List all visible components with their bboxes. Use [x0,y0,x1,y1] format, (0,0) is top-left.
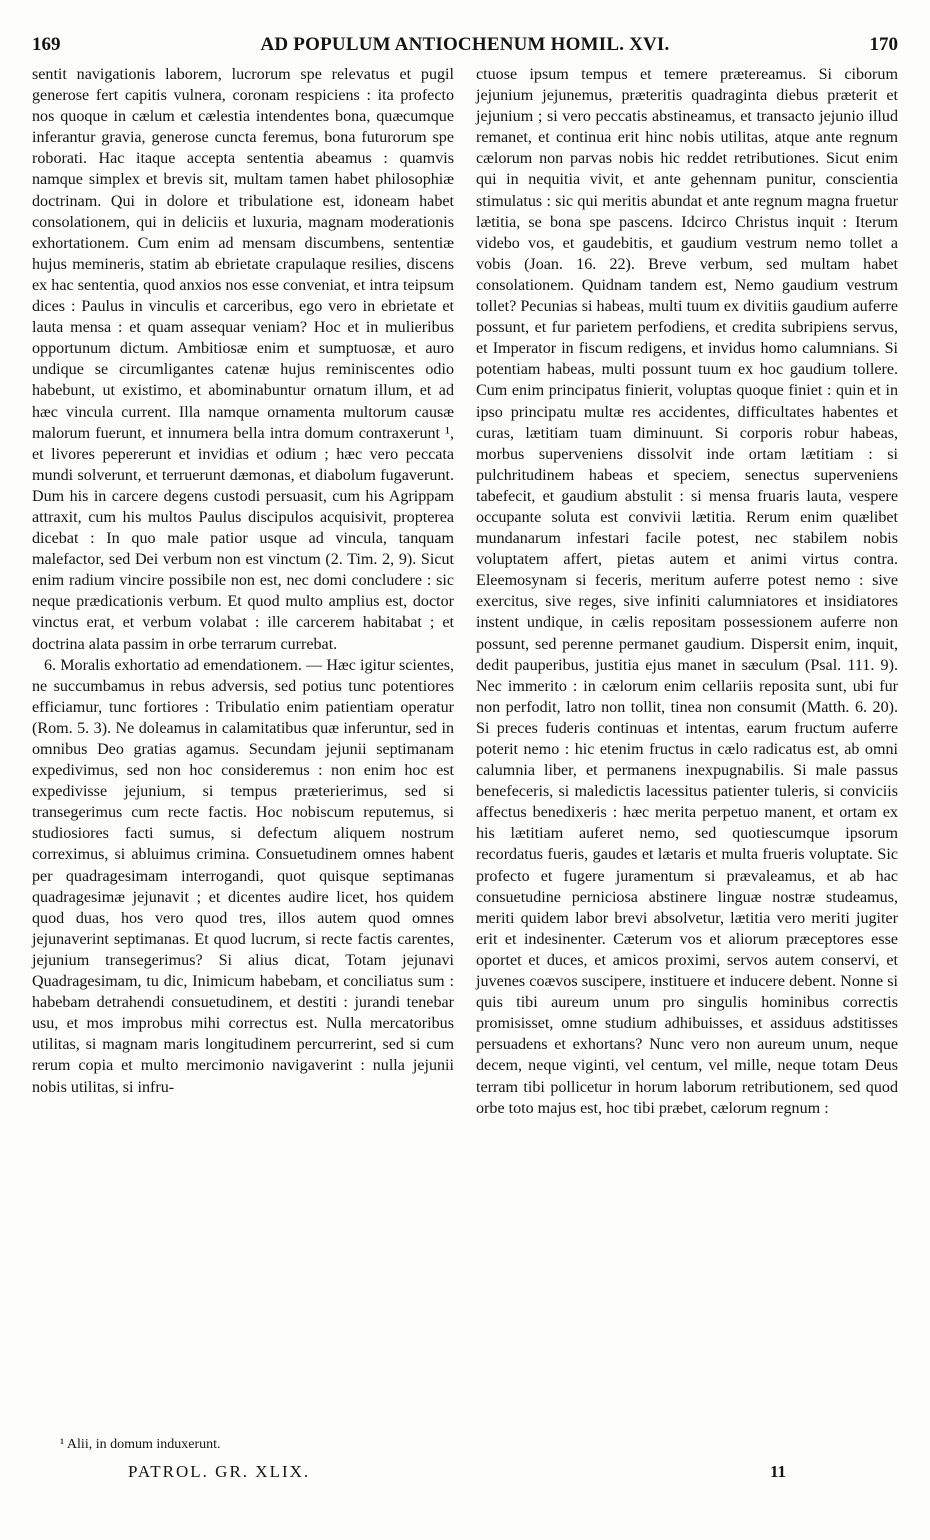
right-column [476,64,898,1119]
footer-signature: PATROL. GR. XLIX. [128,1462,311,1481]
left-column [32,64,454,1098]
left-paragraph-1: sentit navigationis laborem, lucrorum spe relevatus et pugil generose fert capitis vulnera, coronam respiciens : ita profecto nos quoque in cælum et cælestia intendentes bona, quæcumque inferantur gravia, generose cuncta feremus, bona futurorum spe roborati. Hac itaque accepta sententia abeamus : quamvis namque simplex et brevis sit, multam tamen habet philosophiæ doctrinam. Qui in dolore et tribulatione est, idoneam habet consolationem, qui in deliciis et luxuria, magnam moderationis exhortationem. Cum enim ad mensam discumbens, sententiæ hujus memineris, statim ab ebrietate crapulaque resilies, discens ex hac sententia, quod anxios nos esse conveniat, et intra teipsum dices : Paulus in vinculis et carceribus, ego vero in ebrietate et lauta mensa : et quam assequar veniam? Hoc et in mulieribus opportunum dictum. Ambitiosæ enim et sumptuosæ, et auro undique se circumligantes catenæ hujus reminiscentes odio habebunt, ut existimo, et abominabuntur ornatum illum, et ad hæc vincula current. Illa namque ornamenta multorum causæ malorum fuerunt, et innumera bella intra domum contraxerunt ¹, et livores pepererunt et invidias et odium ; hæc vero peccata mundi solverunt, et terruerunt dæmonas, et diabolum fugaverunt. Dum his in carcere degens custodi persuasit, cum his Agrippam attraxit, cum his multos Paulus discipulos acquisivit, propterea dicebat : In quo male patior usque ad vincula, tanquam malefactor, sed Dei verbum non est vinctum (2. Tim. 2, 9). Sicut enim radium vincire possibile non est, nec domi concludere : sic neque prædicationis verbum. Et quod multo amplius est, doctor vinctus erat, et verbum volabat : ille carcerem habitabat ; et doctrina alata passim in orbe terrarum currebat. [32,66,454,653]
footer-sheet-number: 11 [770,1462,787,1481]
left-paragraph-2: 6. Moralis exhortatio ad emendationem. — Hæc igitur scientes, ne succumbamus in rebus adversis, sed potius tunc potentiores efficiamur, tunc fortiores : Tribulatio enim patientiam operatur (Rom. 5. 3). Ne doleamus in calamitatibus quæ inferuntur, sed in omnibus Deo gratias agamus. Secundam jejunii septimanam expedivimus, sed non hoc consideremus : non enim hoc est expedivisse jejunium, si tempus præterierimus, sed si transegerimus cum recte factis. Hoc nobiscum reputemus, si studiosiores facti sumus, si defectum aliquem nostrum correximus, si abluimus crimina. Consuetudinem omnes habent per quadragesimam interrogandi, quot quisque septimanas quadragesimæ jejunavit ; et dicentes audire licet, hos quidem quod duas, hos vero quod tres, illos autem quod omnes jejunaverint septimanas. Et quod lucrum, si recte factis carentes, jejunium transegerimus? Si alius dicat, Totam jejunavi Quadragesimam, tu dic, Inimicum habebam, et conciliatus sum : habebam detrahendi consuetudinem, et destiti : jurandi tenebar usu, et mos improbus mihi correctus est. Nulla mercatoribus utilitas, si magnam maris longitudinem percurrerint, sed si cum rerum copia et multo mercimonio navigaverint : nulla jejunii nobis utilitas, si infru- [32,656,454,1096]
right-paragraph-1: ctuose ipsum tempus et temere prætereamus. Si ciborum jejunium jejunemus, præteritis quadraginta diebus præterit et jejunium ; si vero peccatis abstineamus, et transacto jejunio illud remanet, et continua erit hinc nobis utilitas, atque ante regnum cælorum non parvas nobis hic reddet retributiones. Sicut enim qui in nequitia vivit, et ante gehennam punitur, conscientia stimulatus : sic qui meritis abundat et ante regnum magna fruetur lætitia, se bona spe pascens. Idcirco Christus inquit : Iterum videbo vos, et gaudebitis, et gaudium vestrum nemo tollet a vobis (Joan. 16. 22). Breve verbum, sed multam habet consolationem. Quidnam tandem est, Nemo gaudium vestrum tollet? Pecunias si habeas, multi tuum ex divitiis gaudium auferre possunt, et fur parietem perfodiens, et credita subripiens servus, et Imperator in fiscum redigens, et invidus homo calumnians. Si potentiam habeas, multi possunt tuum ex hoc gaudium tollere. Cum enim principatus finierit, voluptas quoque finiet : quin et in ipso principatu multæ res accidentes, difficultates habentes et curas, lætitiam tuam diminuunt. Si corporis robur habeas, morbus superveniens dissolvit inde ortam lætitiam : si pulchritudinem habeas et speciem, senectus superveniens tabefecit, et gaudium abstulit : si mensa fruaris lauta, vespere occupante soluta est convivii lætitia. Rerum enim quælibet mundanarum infestari facile potest, nec stabilem nobis voluptatem affert, pietas autem et animi virtus contra. Eleemosynam si feceris, meritum auferre potest nemo : sive exercitus, sive reges, sive infiniti calumniatores et insidiatores instent undique, in cælis repositam possessionem auferre non possunt, sed perenne permanet gaudium. Dispersit enim, inquit, dedit pauperibus, justitia ejus manet in sæculum (Psal. 111. 9). Nec immerito : in cælorum enim cellariis reposita sunt, ubi fur non perfodit, latro non tollit, tinea non consumit (Matth. 6. 20). Si preces fuderis continuas et intentas, earum fructum auferre poterit nemo : hic etenim fructus in cælo radicatus est, ab omni calumnia liber, et permanens inexpugnabilis. Si male passus benefeceris, si maledictis lacessitus patienter tuleris, si conviciis affectus benedixeris : hæc merita perpetuo manent, et ortam ex his lætitiam auferet nemo, sed quotiescumque ipsorum recordatus fueris, gaudes et lætaris et multa frueris voluptate. Sic profecto et fugere juramentum si prævaleamus, et ab hac consuetudine perniciosa abstinere linguæ nostræ studeamus, meriti quidem labor brevi absolvetur, lætitia vero meriti jugiter erit et indesinenter. Cæterum vos et aliorum præceptores esse oportet et duces, et amicos proximi, servos autem conservi, et juvenes coævos suscipere, instituere et inducere debent. Nonne si quis tibi aureum unum pro singulis hominibus correctis promisisset, omne studium adhibuisses, et assiduus adstitisses persuadens et exhortans? Nunc vero non aureum unum, neque decem, neque viginti, vel centum, vel mille, neque totam Deus terram tibi pollicetur in horum laborum retributionem, sed quod orbe toto majus est, hoc tibi præbet, cælorum regnum : [476,66,898,1117]
page-number-left: 169 [32,34,61,55]
page-number-right: 170 [869,34,898,55]
page-header [32,34,898,58]
footnote: ¹ Alii, in domum induxerunt. [60,1437,221,1452]
running-title: AD POPULUM ANTIOCHENUM HOMIL. XVI. [260,34,670,55]
